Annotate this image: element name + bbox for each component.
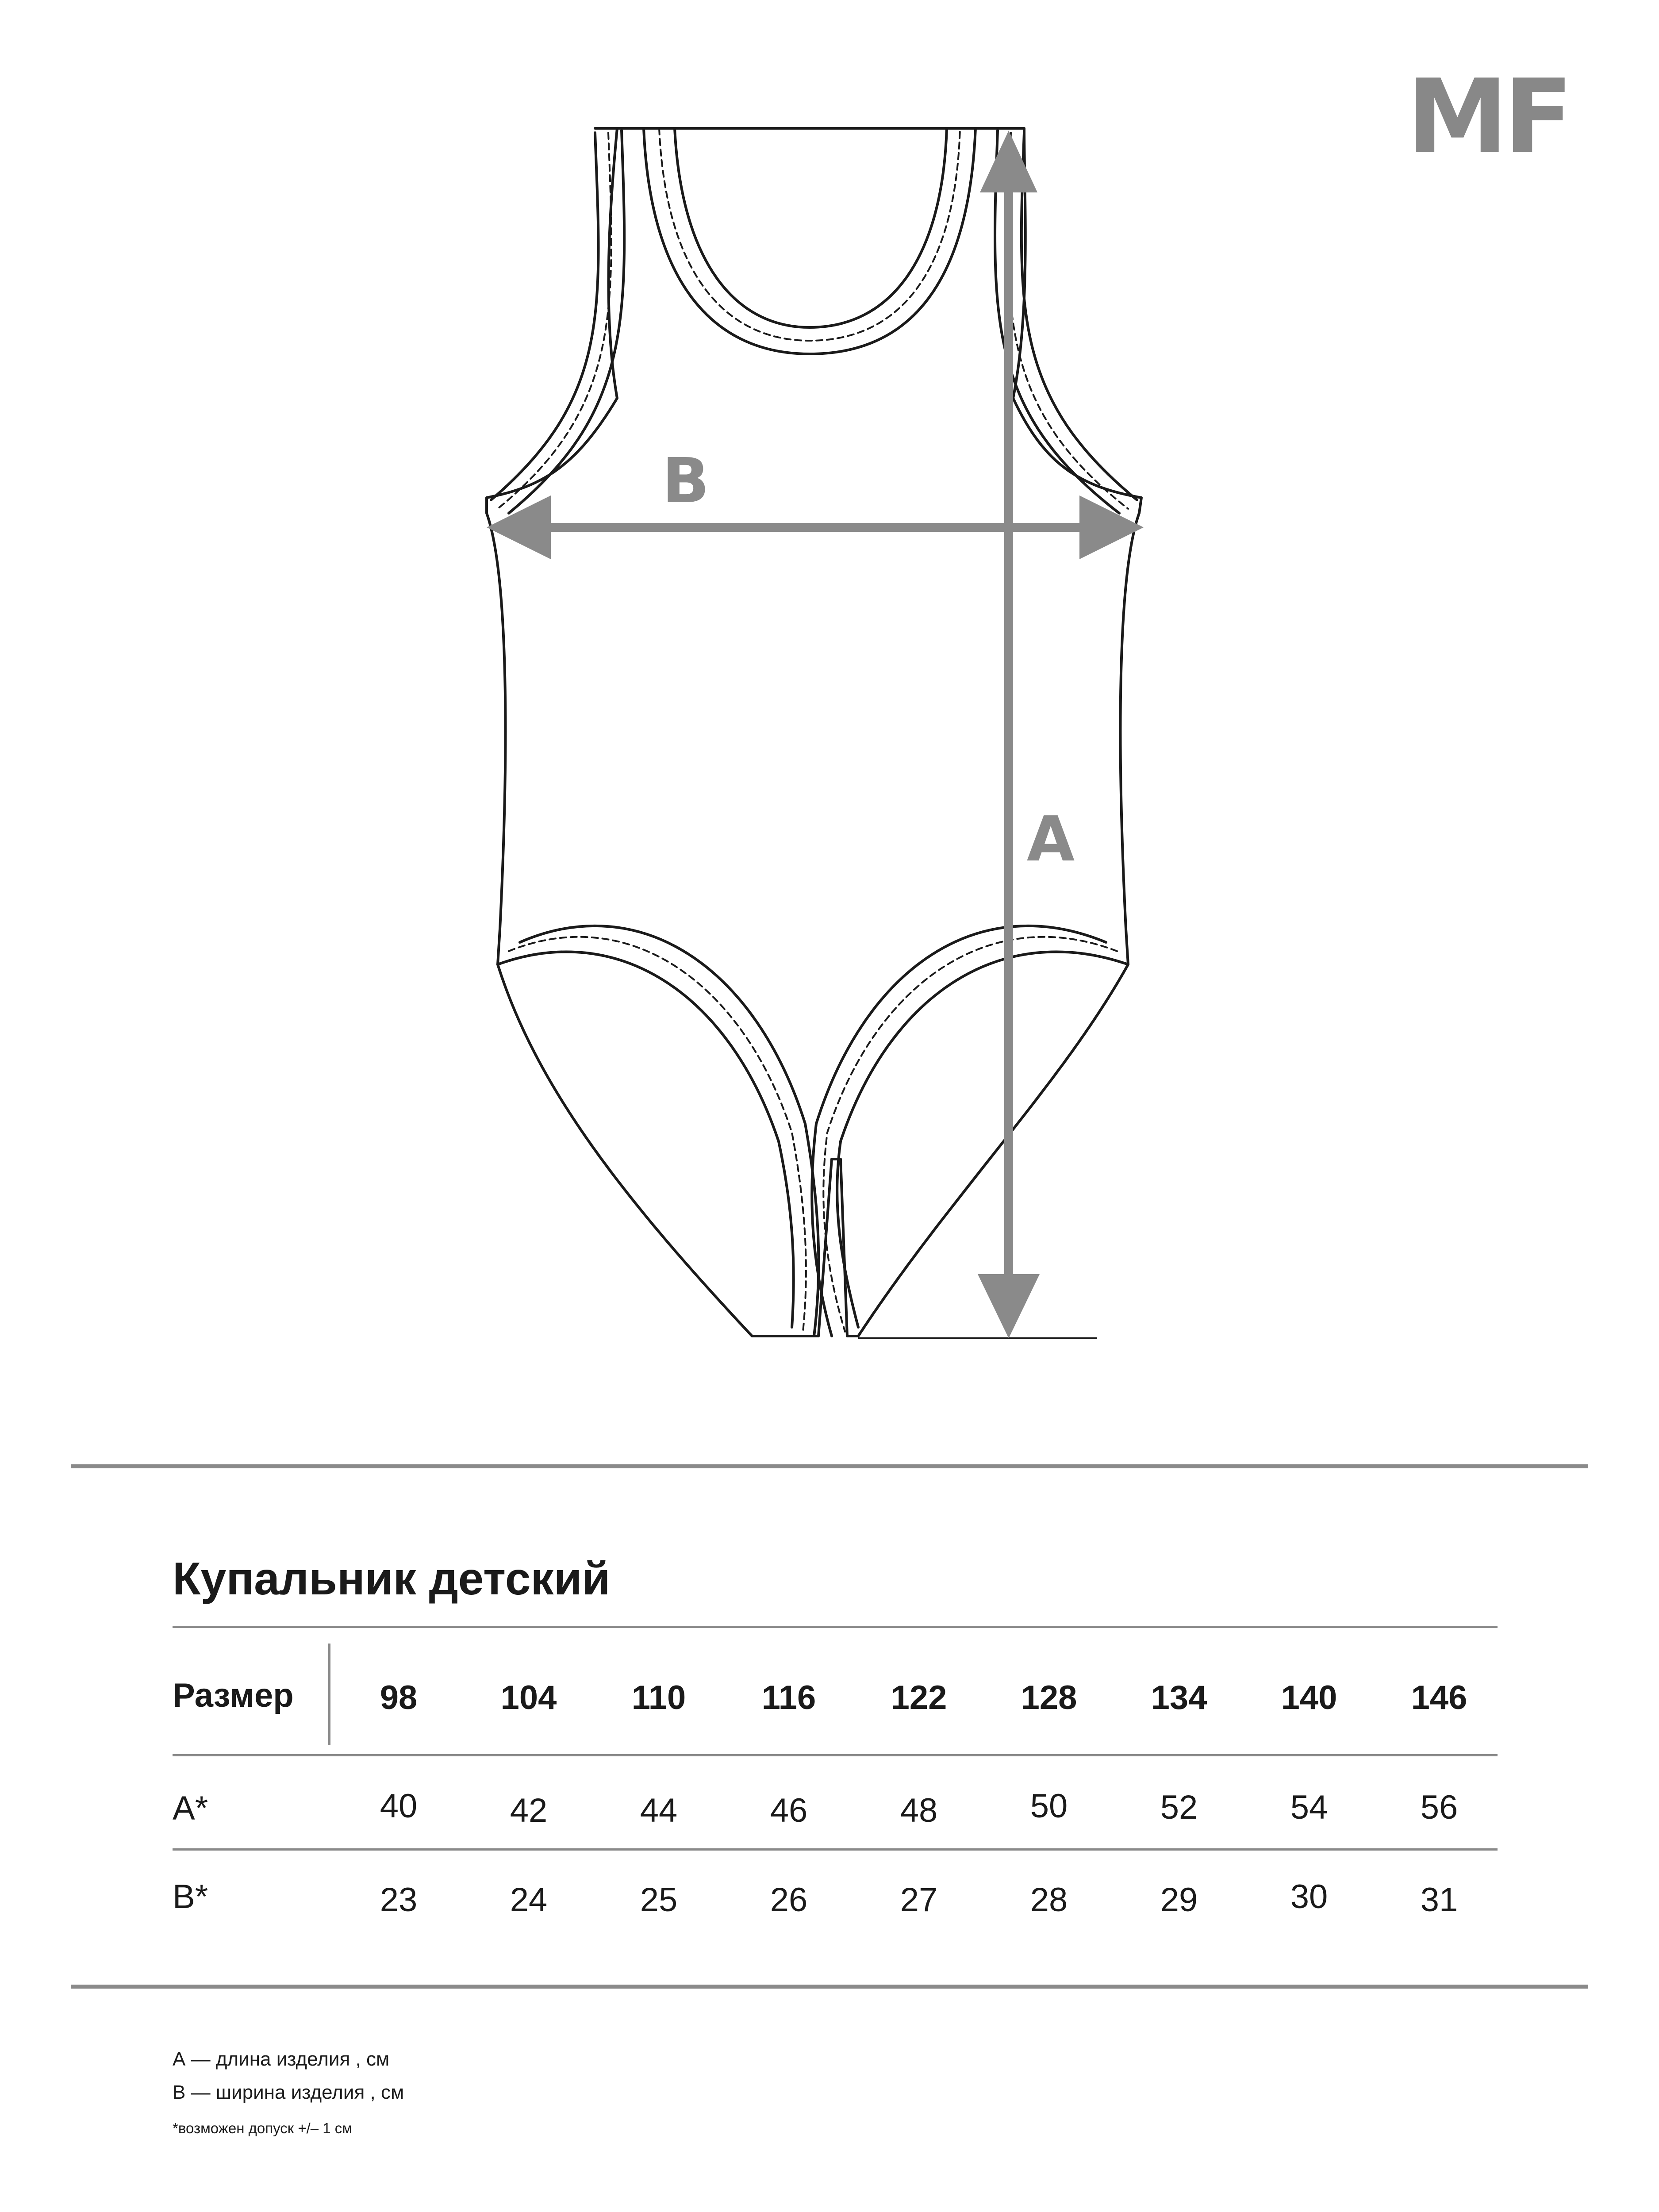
legend-b: В — ширина изделия , см [173,2081,404,2103]
measure-b-label: B [662,445,710,517]
table-cell: 29 [1160,1881,1198,1919]
table-cell: 46 [770,1792,808,1829]
table-cell: 24 [510,1881,548,1919]
product-title: Купальник детский [173,1553,611,1605]
table-cell: 25 [640,1881,678,1919]
measure-b-right-arrowhead [1079,495,1144,559]
row-label-b: B* [173,1878,208,1916]
table-cell: 56 [1420,1789,1458,1826]
size-cell: 134 [1151,1679,1207,1717]
table-cell: 40 [380,1787,418,1825]
size-cell: 128 [1021,1679,1077,1717]
measure-a-top-arrowhead [980,131,1037,192]
size-cell: 140 [1281,1679,1337,1717]
table-cell: 50 [1030,1787,1068,1825]
size-header-label: Размер [173,1677,294,1714]
row-divider [173,1754,1498,1756]
tolerance-note: *возможен допуск +/– 1 см [173,2120,352,2136]
table-cell: 42 [510,1792,548,1829]
table-cell: 27 [900,1881,938,1919]
top-divider [71,1464,1588,1468]
size-cell: 122 [891,1679,947,1717]
table-cell: 26 [770,1881,808,1919]
table-cell: 23 [380,1881,418,1919]
size-cell: 116 [761,1679,816,1717]
size-cell: 98 [380,1679,418,1717]
table-cell: 28 [1030,1881,1068,1919]
header-separator [328,1644,330,1745]
table-cell: 52 [1160,1789,1198,1826]
table-cell: 54 [1290,1789,1328,1826]
table-cell: 31 [1420,1881,1458,1919]
measure-a-label: A [1026,803,1075,876]
brand-logo: MF [1407,58,1569,176]
table-cell: 44 [640,1792,678,1829]
size-cell: 110 [631,1679,686,1717]
size-cell: 104 [500,1679,557,1717]
row-label-a: A* [173,1790,208,1827]
measure-a-shaft [1004,181,1013,1279]
size-cell: 146 [1411,1679,1467,1717]
table-cell: 30 [1290,1878,1328,1916]
bottom-divider [71,1985,1588,1989]
legend-a: А — длина изделия , см [173,2048,390,2070]
measure-a-bottom-arrowhead [978,1274,1040,1338]
title-underline [173,1626,1498,1628]
row-divider [173,1848,1498,1851]
table-cell: 48 [900,1792,938,1829]
